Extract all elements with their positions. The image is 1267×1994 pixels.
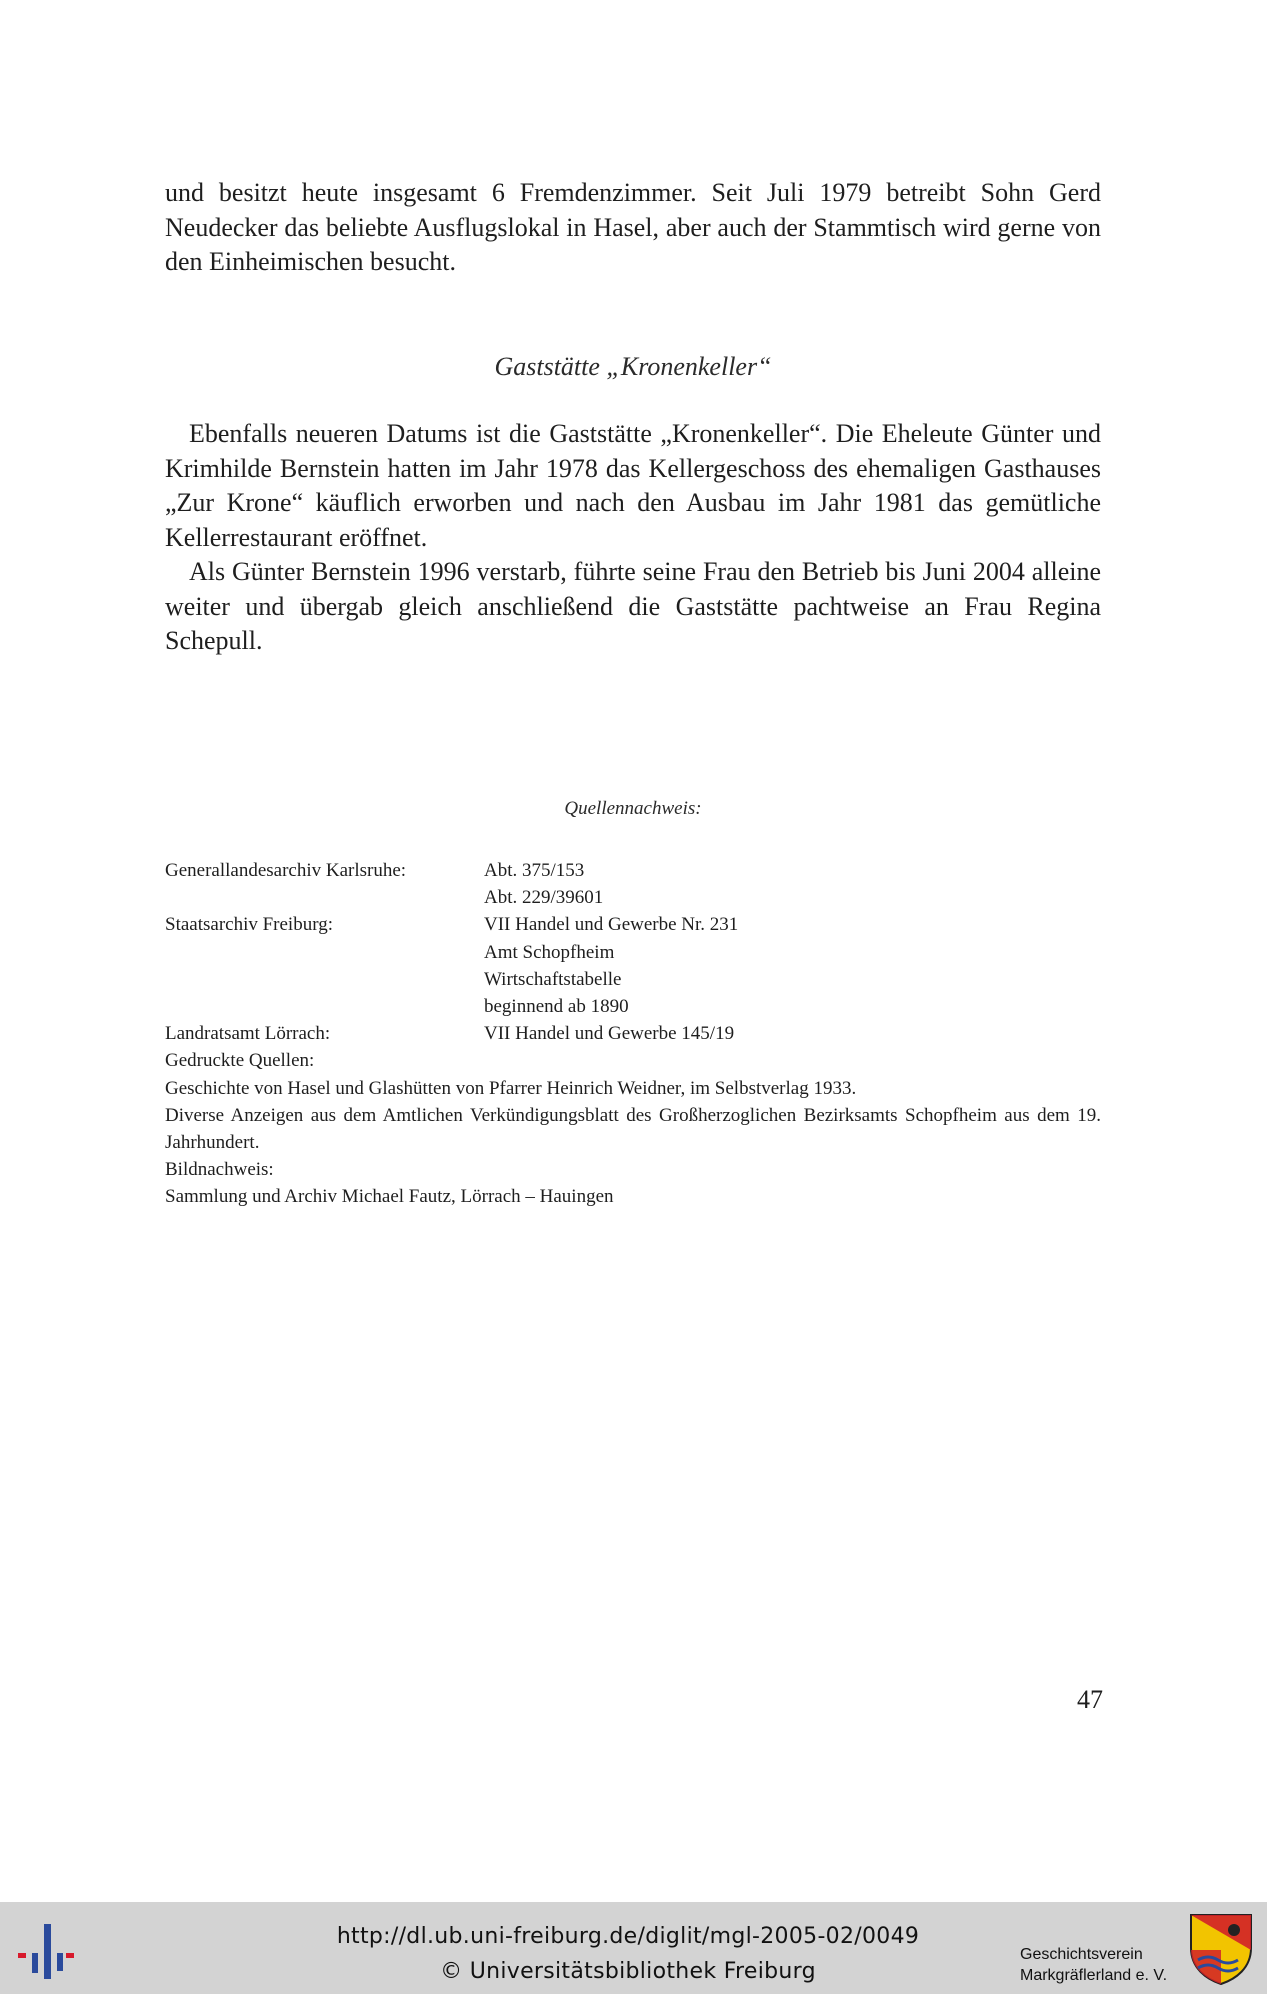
source-value: Abt. 229/39601 bbox=[484, 887, 604, 909]
section-heading: Gaststätte „Kronenkeller“ bbox=[494, 352, 772, 381]
coat-of-arms-icon bbox=[1188, 1912, 1254, 1986]
paragraph: Ebenfalls neueren Datums ist die Gaststätte „Kronenkeller“. Die Eheleute Günter und Krimhilde Bernstein hatten im Jahr 1978 das Kellergeschoss des ehemaligen Gasthauses „Zur Krone“ käuflich erworben und nach den Ausbau im Jahr 1981 das gemütliche Kellerrestaurant eröffnet. bbox=[165, 419, 1101, 552]
society-name bbox=[1020, 1944, 1190, 1986]
image-sources-label: Bildnachweis: bbox=[165, 1159, 274, 1181]
page-number: 47 bbox=[1077, 1685, 1103, 1714]
section-body bbox=[165, 417, 1101, 659]
society-line: Geschichtsverein bbox=[1020, 1946, 1143, 1963]
source-value: Amt Schopfheim bbox=[484, 941, 615, 963]
source-value: beginnend ab 1890 bbox=[484, 996, 629, 1018]
source-row bbox=[165, 857, 1101, 911]
source-values bbox=[484, 1020, 734, 1047]
paragraph: und besitzt heute insgesamt 6 Fremdenzimmer. Seit Juli 1979 betreibt Sohn Gerd Neudecker das beliebte Ausflugslokal in Hasel, aber auch der Stammtisch wird gerne von den Einheimischen besucht. bbox=[165, 178, 1101, 276]
society-line: Markgräflerland e. V. bbox=[1020, 1967, 1168, 1984]
sources-heading: Quellennachweis: bbox=[564, 798, 702, 819]
source-row bbox=[165, 1020, 1101, 1047]
source-values bbox=[484, 857, 603, 911]
printed-sources-label: Gedruckte Quellen: bbox=[165, 1050, 315, 1072]
source-value: VII Handel und Gewerbe Nr. 231 bbox=[484, 914, 739, 936]
source-value: Abt. 375/153 bbox=[484, 860, 585, 881]
source-values bbox=[484, 911, 738, 1020]
source-label: Staatsarchiv Freiburg: bbox=[165, 914, 333, 936]
paragraph: Als Günter Bernstein 1996 verstarb, führte seine Frau den Betrieb bis Juni 2004 alleine weiter und übergab gleich anschließend die Gaststätte pachtweise an Frau Regina Schepull. bbox=[165, 557, 1101, 655]
ub-freiburg-logo-icon bbox=[14, 1916, 78, 1982]
footer-copyright: © Universitätsbibliothek Freiburg bbox=[440, 1959, 816, 1984]
source-label: Landratsamt Lörrach: bbox=[165, 1023, 331, 1045]
printed-source-line: Geschichte von Hasel und Glashütten von Pfarrer Heinrich Weidner, im Selbstverlag 1933. bbox=[165, 1077, 857, 1099]
footer-url-link[interactable]: http://dl.ub.uni-freiburg.de/diglit/mgl-2005-02/0049 bbox=[336, 1924, 920, 1949]
sources-list bbox=[165, 857, 1101, 1211]
footer-bar bbox=[0, 1902, 1267, 1994]
source-value: VII Handel und Gewerbe 145/19 bbox=[484, 1023, 735, 1045]
source-value: Wirtschaftstabelle bbox=[484, 968, 622, 990]
printed-source-line: Diverse Anzeigen aus dem Amtlichen Verkündigungsblatt des Großherzoglichen Bezirksamts Schopfheim aus dem 19. Jahrhundert. bbox=[165, 1104, 1101, 1154]
source-label: Generallandesarchiv Karlsruhe: bbox=[165, 860, 407, 881]
intro-text bbox=[165, 176, 1101, 280]
source-row bbox=[165, 911, 1101, 1020]
image-source-line: Sammlung und Archiv Michael Fautz, Lörrach – Hauingen bbox=[165, 1186, 614, 1208]
